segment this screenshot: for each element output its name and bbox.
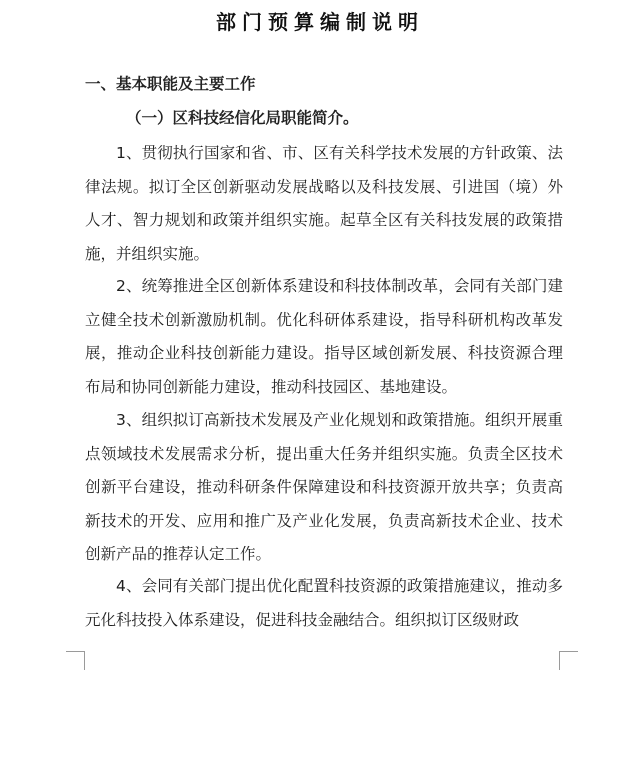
margin-corner-mark-right bbox=[559, 651, 578, 670]
section-heading: 一、基本职能及主要工作 bbox=[85, 75, 256, 93]
paragraph-2-text: 2、统筹推进全区创新体系建设和科技体制改革，会同有关部门建立健全技术创新激励机制。优化科研体系建设，指导科研机构改革发展，推动企业科技创新能力建设。指导区域创新发展、科技资源合理布局和协同创新能力建设，推动科技园区、基地建设。 bbox=[85, 277, 563, 396]
paragraph-4-text: 4、会同有关部门提出优化配置科技资源的政策措施建议，推动多元化科技投入体系建设，促进科技金融结合。组织拟订区级财政 bbox=[85, 577, 563, 629]
sub-heading: （一）区科技经信化局职能简介。 bbox=[126, 109, 359, 127]
paragraph-1-text: 1、贯彻执行国家和省、市、区有关科学技术发展的方针政策、法律法规。拟订全区创新驱动发展战略以及科技发展、引进国（境）外人才、智力规划和政策并组织实施。起草全区有关科技发展的政策措施，并组织实施。 bbox=[85, 144, 563, 263]
paragraph-2 bbox=[85, 270, 563, 404]
margin-corner-mark-left bbox=[66, 651, 85, 670]
paragraph-3 bbox=[85, 404, 563, 572]
document-title: 部门预算编制说明 bbox=[216, 10, 424, 34]
paragraph-4 bbox=[85, 570, 563, 637]
paragraph-1 bbox=[85, 137, 563, 271]
paragraph-3-text: 3、组织拟订高新技术发展及产业化规划和政策措施。组织开展重点领域技术发展需求分析，提出重大任务并组织实施。负责全区技术创新平台建设，推动科研条件保障建设和科技资源开放共享；负责高新技术的开发、应用和推广及产业化发展，负责高新技术企业、技术创新产品的推荐认定工作。 bbox=[85, 411, 563, 563]
